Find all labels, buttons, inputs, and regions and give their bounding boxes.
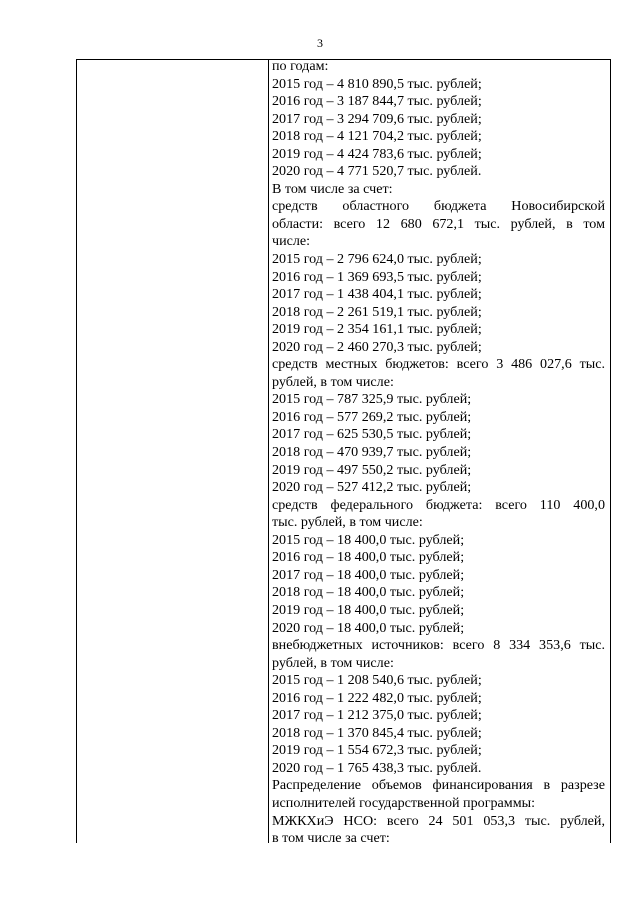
text-line: 2019 год – 497 550,2 тыс. рублей;: [272, 461, 472, 478]
text-line: 2018 год – 1 370 845,4 тыс. рублей;: [272, 724, 482, 741]
text-line: 2018 год – 470 939,7 тыс. рублей;: [272, 444, 472, 461]
text-line: В том числе за счет:: [272, 180, 393, 197]
text-line: МЖКХиЭ НСО: всего 24 501 053,3 тыс. рублей,: [272, 812, 605, 829]
text-line: 2015 год – 2 796 624,0 тыс. рублей;: [272, 251, 482, 268]
text-line: 2015 год – 1 208 540,6 тыс. рублей;: [272, 672, 482, 689]
text-line: 2017 год – 625 530,5 тыс. рублей;: [272, 426, 472, 443]
text-line: 2019 год – 2 354 161,1 тыс. рублей;: [272, 321, 482, 338]
text-line: 2019 год – 1 554 672,3 тыс. рублей;: [272, 742, 482, 759]
text-line: 2020 год – 527 412,2 тыс. рублей;: [272, 479, 472, 496]
text-line: средств местных бюджетов: всего 3 486 027,6 тыс.: [272, 356, 605, 373]
text-line: средств областного бюджета Новосибирской: [272, 198, 605, 215]
text-line: в том числе за счет:: [272, 830, 390, 847]
text-line: 2016 год – 577 269,2 тыс. рублей;: [272, 408, 472, 425]
text-line: по годам:: [272, 58, 329, 74]
text-line: рублей, в том числе:: [272, 654, 394, 671]
text-line: 2019 год – 18 400,0 тыс. рублей;: [272, 601, 465, 618]
text-line: исполнителей государственной программы:: [272, 794, 535, 811]
financing-details-cell: [272, 58, 605, 848]
text-line: 2017 год – 3 294 709,6 тыс. рублей;: [272, 110, 482, 127]
text-line: 2018 год – 4 121 704,2 тыс. рублей;: [272, 128, 482, 145]
text-line: средств федерального бюджета: всего 110 400,0: [272, 496, 605, 513]
text-line: 2015 год – 787 325,9 тыс. рублей;: [272, 391, 472, 408]
text-line: 2016 год – 1 222 482,0 тыс. рублей;: [272, 689, 482, 706]
text-line: 2020 год – 2 460 270,3 тыс. рублей;: [272, 338, 482, 355]
text-line: 2018 год – 18 400,0 тыс. рублей;: [272, 584, 465, 601]
text-line: 2017 год – 1 212 375,0 тыс. рублей;: [272, 707, 482, 724]
text-line: 2017 год – 18 400,0 тыс. рублей;: [272, 566, 465, 583]
text-line: 2018 год – 2 261 519,1 тыс. рублей;: [272, 303, 482, 320]
text-line: 2016 год – 1 369 693,5 тыс. рублей;: [272, 268, 482, 285]
text-line: числе:: [272, 233, 311, 250]
text-line: 2017 год – 1 438 404,1 тыс. рублей;: [272, 286, 482, 303]
text-line: 2019 год – 4 424 783,6 тыс. рублей;: [272, 145, 482, 162]
text-line: 2020 год – 1 765 438,3 тыс. рублей.: [272, 759, 482, 776]
parameter-name-cell: [77, 60, 268, 843]
text-line: тыс. рублей, в том числе:: [272, 514, 423, 531]
text-line: внебюджетных источников: всего 8 334 353,6 тыс.: [272, 637, 605, 654]
text-line: рублей, в том числе:: [272, 373, 394, 390]
text-line: 2015 год – 4 810 890,5 тыс. рублей;: [272, 75, 482, 92]
text-line: Распределение объемов финансирования в разрезе: [272, 777, 605, 794]
text-line: 2016 год – 18 400,0 тыс. рублей;: [272, 549, 465, 566]
page-number: 3: [317, 36, 323, 50]
text-line: 2016 год – 3 187 844,7 тыс. рублей;: [272, 93, 482, 110]
column-divider: [268, 60, 269, 843]
text-line: области: всего 12 680 672,1 тыс. рублей, в том: [272, 215, 605, 232]
text-line: 2015 год – 18 400,0 тыс. рублей;: [272, 531, 465, 548]
financing-table: [76, 58, 611, 847]
text-line: 2020 год – 4 771 520,7 тыс. рублей.: [272, 163, 482, 180]
text-line: 2020 год – 18 400,0 тыс. рублей;: [272, 619, 465, 636]
